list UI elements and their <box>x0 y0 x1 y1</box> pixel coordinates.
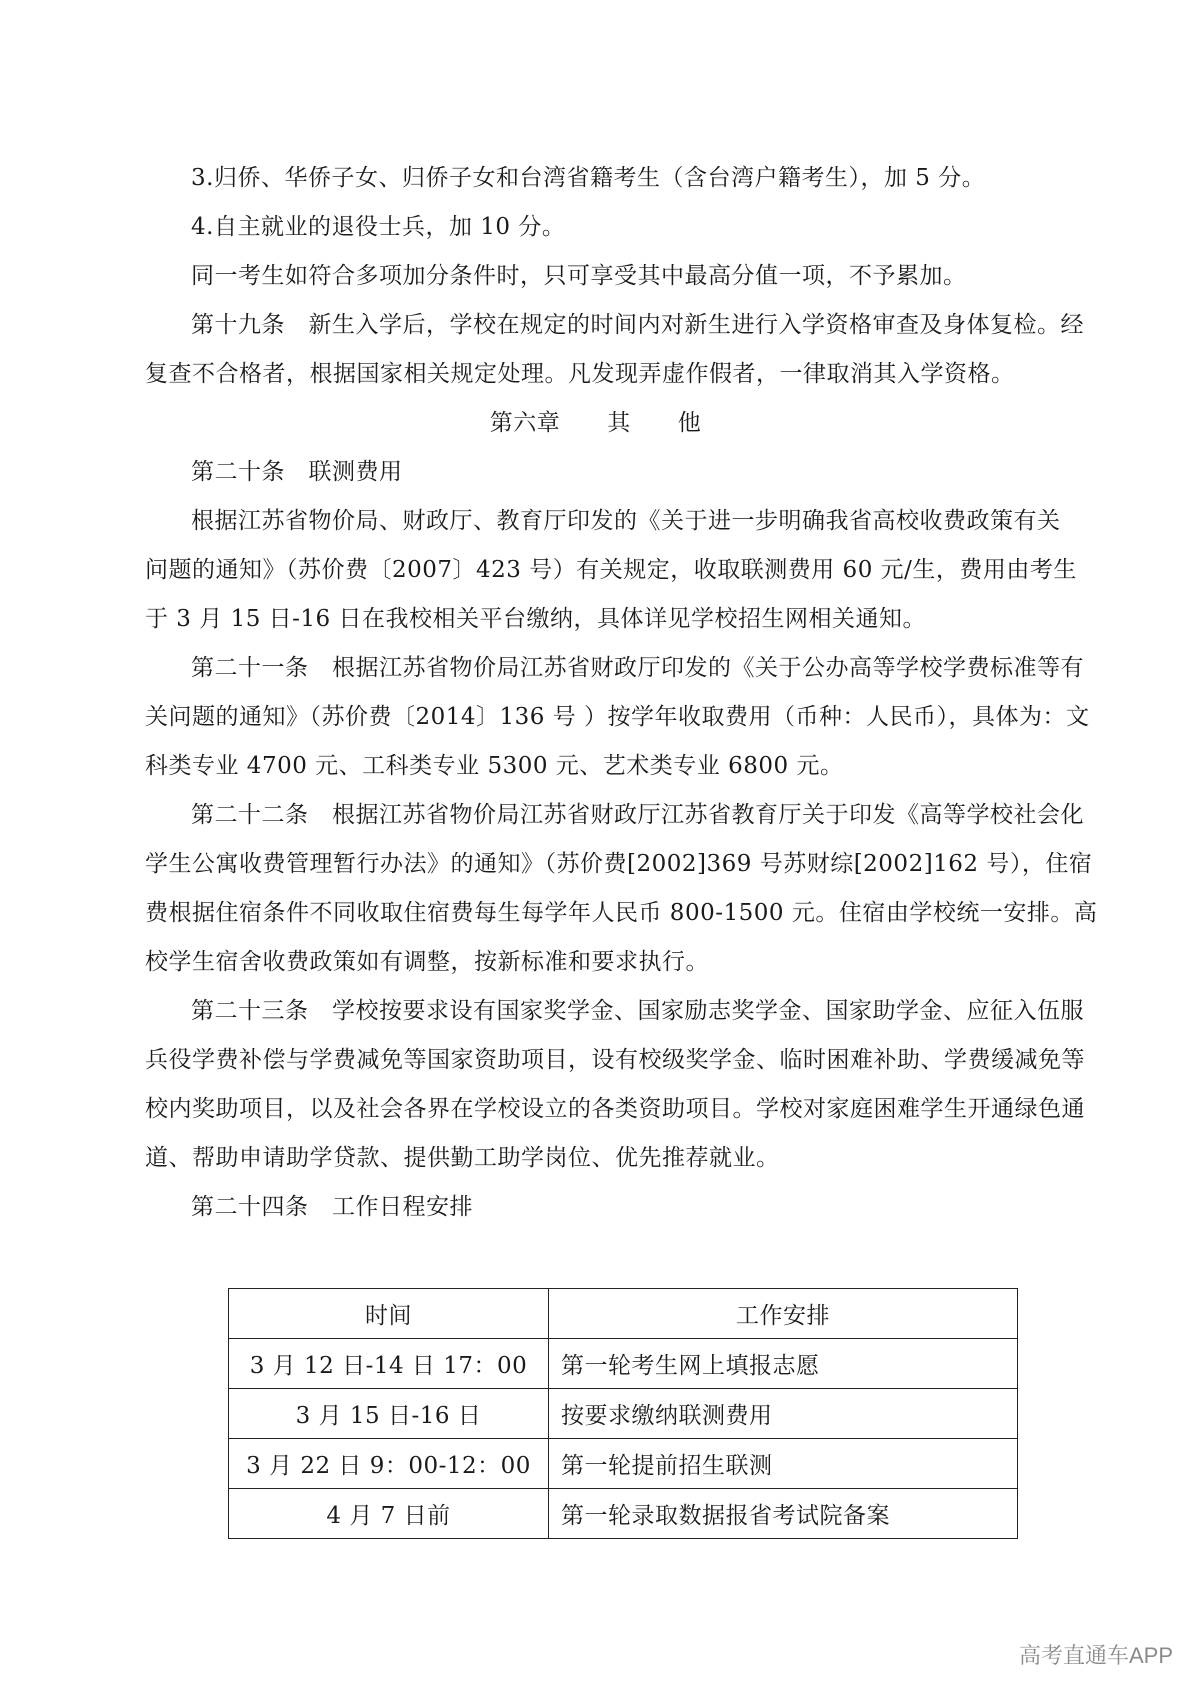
table-row <box>229 1489 1018 1539</box>
article-23-line-1: 第二十三条 学校按要求设有国家奖学金、国家励志奖学金、国家助学金、应征入伍服 <box>191 998 1084 1024</box>
article-20-line-2: 问题的通知》（苏价费〔2007〕423 号）有关规定，收取联测费用 60 元/生，费用由考生 <box>145 557 1077 583</box>
article-22-line-2: 学生公寓收费管理暂行办法》的通知》（苏价费[2002]369 号苏财综[2002]162 号），住宿 <box>145 851 1093 877</box>
row-time: 3 月 12 日-14 日 17：00 <box>229 1339 549 1389</box>
row-task: 第一轮考生网上填报志愿 <box>549 1339 1018 1389</box>
article-24-title: 第二十四条 工作日程安排 <box>191 1194 473 1220</box>
article-23-line-2: 兵役学费补偿与学费减免等国家资助项目，设有校级奖学金、临时困难补助、学费缓减免等 <box>145 1047 1085 1073</box>
article-23-line-4: 道、帮助申请助学贷款、提供勤工助学岗位、优先推荐就业。 <box>145 1145 780 1171</box>
article-19-line-1: 第十九条 新生入学后，学校在规定的时间内对新生进行入学资格审查及身体复检。经 <box>191 312 1084 338</box>
row-task: 第一轮录取数据报省考试院备案 <box>549 1489 1018 1539</box>
chapter-heading: 第六章 其 他 <box>489 410 702 436</box>
article-21-line-3: 科类专业 4700 元、工科类专业 5300 元、艺术类专业 6800 元。 <box>145 753 844 779</box>
bonus-item-3: 3.归侨、华侨子女、归侨子女和台湾省籍考生（含台湾户籍考生），加 5 分。 <box>191 165 986 191</box>
row-time: 3 月 15 日-16 日 <box>229 1389 549 1439</box>
app-watermark: 高考直通车APP <box>1018 1643 1173 1668</box>
article-21-line-2: 关问题的通知》（苏价费〔2014〕136 号 ）按学年收取费用（币种：人民币），具体为：文 <box>145 704 1090 730</box>
article-23-line-3: 校内奖助项目，以及社会各界在学校设立的各类资助项目。学校对家庭困难学生开通绿色通 <box>145 1096 1085 1122</box>
header-task: 工作安排 <box>549 1289 1018 1339</box>
article-19-line-2: 复查不合格者，根据国家相关规定处理。凡发现弄虚作假者，一律取消其入学资格。 <box>145 361 1015 387</box>
row-time: 3 月 22 日 9：00-12：00 <box>229 1439 549 1489</box>
table-row <box>229 1339 1018 1389</box>
header-time: 时间 <box>229 1289 549 1339</box>
bonus-item-4: 4.自主就业的退役士兵，加 10 分。 <box>191 214 566 240</box>
article-20-line-3: 于 3 月 15 日-16 日在我校相关平台缴纳，具体详见学校招生网相关通知。 <box>145 606 926 632</box>
row-time: 4 月 7 日前 <box>229 1489 549 1539</box>
article-22-line-3: 费根据住宿条件不同收取住宿费每生每学年人民币 800-1500 元。住宿由学校统一安排。高 <box>145 900 1098 926</box>
article-20-line-1: 根据江苏省物价局、财政厅、教育厅印发的《关于进一步明确我省高校收费政策有关 <box>191 508 1061 534</box>
article-22-line-4: 校学生宿舍收费政策如有调整，按新标准和要求执行。 <box>145 949 709 975</box>
bonus-rule-note: 同一考生如符合多项加分条件时，只可享受其中最高分值一项，不予累加。 <box>191 263 967 289</box>
table-header-row <box>229 1289 1018 1339</box>
article-21-line-1: 第二十一条 根据江苏省物价局江苏省财政厅印发的《关于公办高等学校学费标准等有 <box>191 655 1084 681</box>
table-row <box>229 1439 1018 1489</box>
row-task: 第一轮提前招生联测 <box>549 1439 1018 1489</box>
row-task: 按要求缴纳联测费用 <box>549 1389 1018 1439</box>
table-row <box>229 1389 1018 1439</box>
article-20-title: 第二十条 联测费用 <box>191 459 403 485</box>
schedule-table <box>228 1288 1018 1539</box>
article-22-line-1: 第二十二条 根据江苏省物价局江苏省财政厅江苏省教育厅关于印发《高等学校社会化 <box>191 802 1084 828</box>
